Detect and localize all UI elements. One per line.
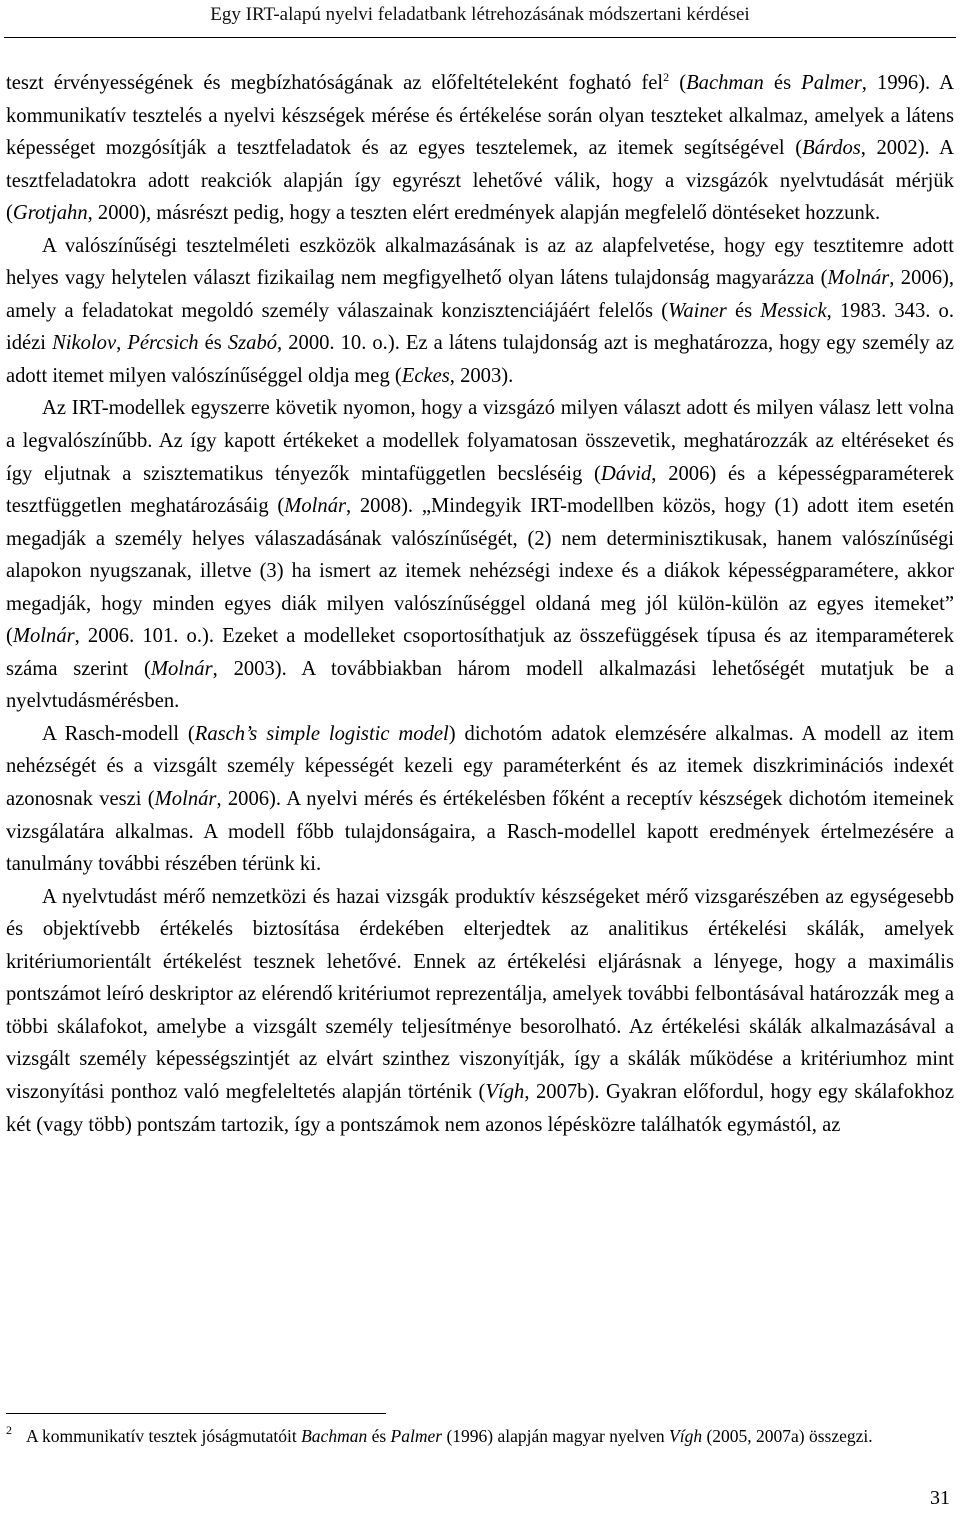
- citation-author: Bachman: [686, 72, 764, 94]
- citation-author: Molnár: [154, 788, 217, 811]
- paragraph-3: [6, 392, 954, 717]
- paragraph-1: [6, 67, 954, 230]
- p4-text: ) dichotóm adatok elemzésére alkalmas. A modell az item nehézségét és a vizsgált személy képességét kezeli egy paraméterként és az itemek diszkriminációs indexét azonosnak veszi (: [6, 722, 954, 811]
- footnote-text: (1996) alapján magyar nyelven: [442, 1426, 670, 1446]
- citation-author: Molnár: [284, 495, 346, 518]
- p2-text: és: [198, 332, 228, 355]
- citation-author: Bachman: [301, 1426, 368, 1446]
- footnote-text: (2005, 2007a) összegzi.: [702, 1426, 873, 1446]
- body-text: [6, 67, 954, 1141]
- citation-author: Bárdos: [802, 137, 861, 160]
- citation-author: Vígh: [485, 1080, 525, 1103]
- page-number: 31: [930, 1487, 950, 1509]
- p1-text: (: [669, 72, 687, 94]
- citation-author: Wainer: [668, 299, 727, 322]
- model-name: Rasch’s simple logistic model: [194, 722, 449, 745]
- header-rule: [4, 37, 956, 38]
- p2-text: A valószínűségi tesztelméleti eszközök alkalmazásának is az az alapfelvetése, hogy egy tesztitemre adott helyes vagy helytelen választ fizikailag nem megfigyelhető olyan látens tulajdonság magyarázza (: [6, 234, 954, 290]
- citation-author: Szabó: [227, 332, 278, 355]
- paragraph-5: [6, 881, 954, 1141]
- paragraph-2: [6, 230, 954, 393]
- citation-author: Molnár: [827, 267, 890, 290]
- p4-text: , 2006). A nyelvi mérés és értékelésben főként a receptív készségek dichotóm itemeinek vizsgálatára alkalmas. A modell főbb tulajdonságaira, a Rasch-modellel kapott eredmények értelmezésére a tanulmány további részében térünk ki.: [6, 788, 954, 876]
- p2-text: , 2003).: [449, 364, 514, 387]
- p3-text: , 2006) és a képességparaméterek tesztfüggetlen meghatározásáig (: [6, 462, 954, 518]
- p2-text: ,: [116, 332, 128, 355]
- citation-author: Messick: [760, 299, 827, 322]
- p1-text: , 2002). A tesztfeladatokra adott reakciók alapján így egyrészt lehetővé válik, hogy a vizsgázók nyelvtudását mérjük (: [6, 137, 955, 225]
- footnote-text: A kommunikatív tesztek jóságmutatóit: [26, 1426, 302, 1446]
- citation-author: Dávid: [600, 462, 652, 485]
- citation-author: Palmer: [390, 1426, 443, 1446]
- p4-text: A Rasch-modell (: [42, 722, 195, 745]
- p3-text: , 2003). A továbbiakban három modell alkalmazási lehetőségét mutatjuk be a nyelvtudásmérésben.: [6, 657, 954, 713]
- p2-text: , 2000. 10. o.). Ez a látens tulajdonság azt is meghatározza, hogy egy személy az adott itemet milyen valószínűséggel oldja meg (: [6, 332, 954, 387]
- citation-author: Vígh: [669, 1426, 703, 1446]
- citation-author: Molnár: [150, 657, 213, 680]
- p3-text: , 2008). „Mindegyik IRT-modellben közös, hogy (1) adott item esetén megadják a személy helyes válaszadásának valószínűségét, (2) nem determinisztikusak, hanem valószínűségi alapokon nyugszanak, illetve (3) ha ismert az itemek nehézségi indexe és a diákok képességparamétere, akkor megadják, hogy minden egyes diák milyen valószínűséggel oldaná meg jól külön-külön az egyes itemeket” (: [6, 495, 954, 648]
- paragraph-4: [6, 718, 954, 881]
- p1-text: , 2000), másrészt pedig, hogy a teszten elért eredmények alapján megfelelő döntéseket hozzunk.: [87, 202, 881, 225]
- p3-text: Az IRT-modellek egyszerre követik nyomon, hogy a vizsgázó milyen választ adott és milyen válasz lett volna a legvalószínűbb. Az így kapott értékeket a modellek folyamatosan összevetik, meghatározzák az eltéréseket és így eljutnak a szisztematikus tényezők mintafüggetlen becsléséig (: [6, 397, 954, 485]
- footnote-rule: [6, 1413, 386, 1414]
- footnote-ref[interactable]: 2: [663, 70, 670, 84]
- citation-author: Grotjahn: [12, 202, 88, 225]
- p2-text: , 1983. 343. o. idézi: [6, 299, 954, 355]
- footnote: [6, 1423, 954, 1449]
- p3-text: , 2006. 101. o.). Ezeket a modelleket csoportosíthatjuk az összefüggések típusa és az itemparaméterek száma szerint (: [6, 625, 954, 680]
- p5-text: , 2007b). Gyakran előfordul, hogy egy skálafokhoz két (vagy több) pontszám tartozik, így a pontszámok nem azonos lépésközre találhatók egymástól, az: [6, 1080, 954, 1136]
- citation-author: Nikolov: [52, 332, 117, 355]
- p1-text: , 1996). A kommunikatív tesztelés a nyelvi készségek mérése és értékelése során olyan teszteket alkalmaz, amelyek a látens képességet mozgósítják a tesztfeladatok és az egyes tesztelemek, az itemek segítségével (: [6, 72, 955, 160]
- p1-text: és: [763, 72, 802, 94]
- p2-text: és: [726, 299, 761, 322]
- footnote-text: és: [367, 1426, 391, 1446]
- citation-author: Molnár: [12, 625, 75, 648]
- p2-text: , 2006), amely a feladatokat megoldó személy válaszainak konzisztenciájáért felelős (: [6, 267, 954, 322]
- p5-text: A nyelvtudást mérő nemzetközi és hazai vizsgák produktív készségeket mérő vizsgarészében az egységesebb és objektívebb értékelés biztosítása érdekében elterjedtek az analitikus értékelési skálák, amelyek kritériumorientált értékelést tesznek lehetővé. Ennek az értékelési eljárásnak a lényege, hogy a maximális pontszámot leíró deskriptor az elérendő kritériumot reprezentálja, amelyek további felbontásával határozzák meg a többi skálafokot, amelybe a vizsgált személy teljesítménye besorolható. Az értékelési skálák alkalmazásával a vizsgált személy képességszintjét az elvárt szinthez viszonyítják, így a skálák működése a kritériumhoz mint viszonyítási ponthoz való megfeleltetés alapján történik (: [6, 885, 954, 1103]
- footnote-number: 2: [6, 1423, 12, 1437]
- running-header: Egy IRT-alapú nyelvi feladatbank létrehozásának módszertani kérdései: [210, 4, 750, 25]
- citation-author: Palmer: [801, 72, 862, 94]
- citation-author: Eckes: [401, 364, 450, 387]
- p1-text: teszt érvényességének és megbízhatóságának az előfeltételeként fogható fel: [6, 72, 664, 94]
- citation-author: Pércsich: [127, 332, 199, 355]
